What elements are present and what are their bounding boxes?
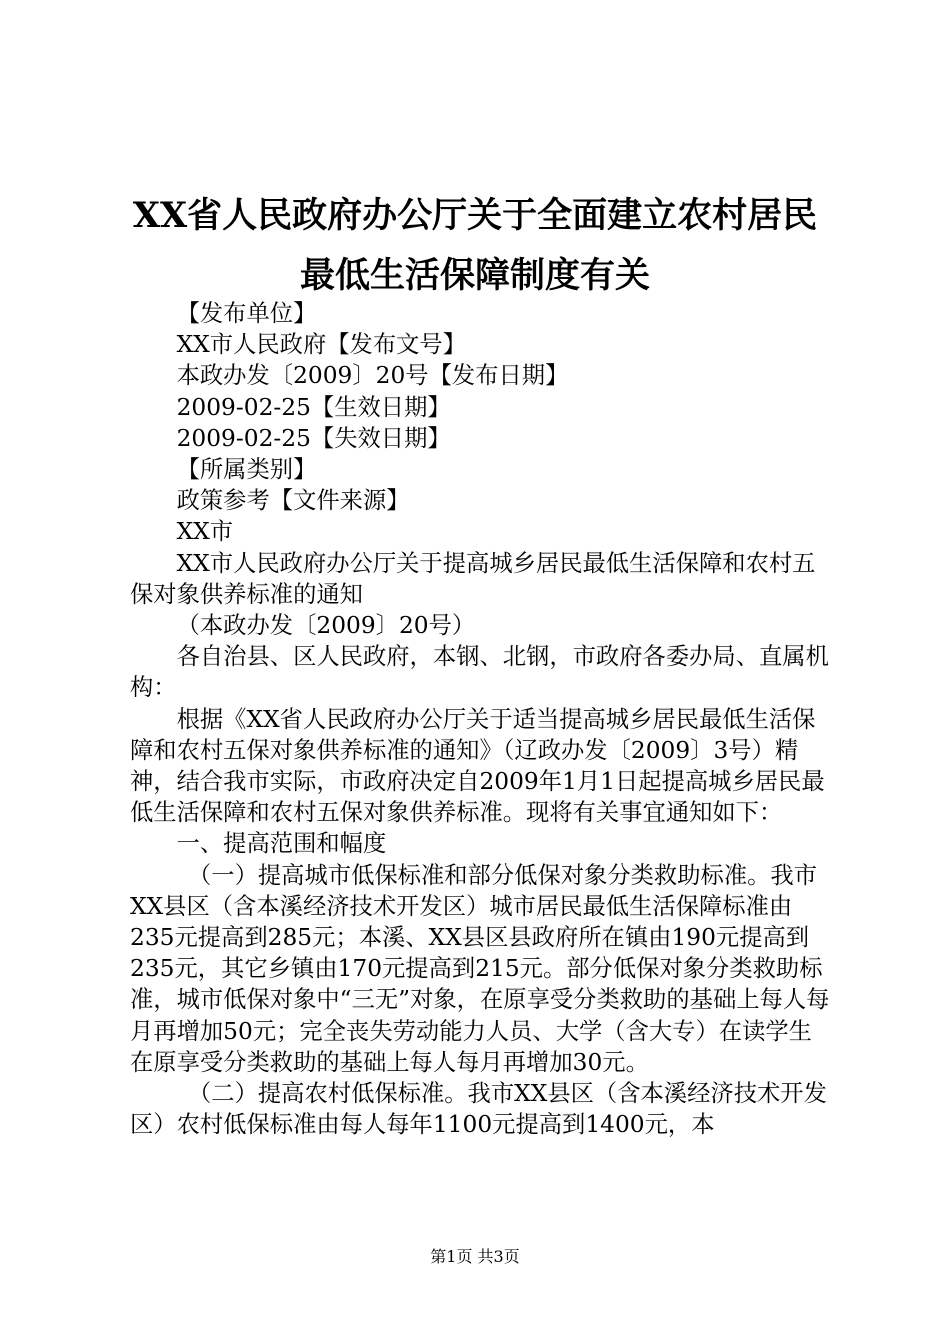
notice-title: XX市人民政府办公厅关于提高城乡居民最低生活保障和农村五保对象供养标准的通知 (130, 549, 816, 608)
field-publisher-value: XX市人民政府【发布文号】 (176, 331, 467, 359)
field-category-value: 政策参考【文件来源】 (176, 487, 410, 515)
field-source-value: XX市 (176, 518, 234, 546)
document-title-line1: XX省人民政府办公厅关于全面建立农村居民 (132, 195, 818, 236)
body-paragraph: （一）提高城市低保标准和部分低保对象分类救助标准。我市XX县区（含本溪经济技术开发区）城市居民最低生活保障标准由235元提高到285元；本溪、XX县区县政府所在镇由190元提高到235元，其它乡镇由170元提高到215元。部分低保对象分类救助标准，城市低保对象中“三无”对象，在原享受分类救助的基础上每人每月再增加50元；完全丧失劳动能力人员、大学（含大专）在读学生在原享受分类救助的基础上每人每月再增加30元。 (130, 861, 830, 1076)
field-category-label: 【所属类别】 (176, 456, 317, 484)
field-effective-date: 2009-02-25【失效日期】 (176, 424, 451, 452)
field-publisher-label: 【发布单位】 (176, 300, 317, 327)
notice-doc-number: （本政办发〔2009〕20号） (176, 612, 476, 640)
field-publish-date: 2009-02-25【生效日期】 (176, 393, 451, 421)
page-number: 第1页 共3页 (430, 1247, 520, 1266)
field-doc-number: 本政办发〔2009〕20号【发布日期】 (176, 362, 569, 390)
document-title-line2: 最低生活保障制度有关 (299, 255, 650, 296)
section-heading: 一、提高范围和幅度 (176, 830, 387, 858)
body-paragraph: （二）提高农村低保标准。我市XX县区（含本溪经济技术开发区）农村低保标准由每人每年1100元提高到1400元，本 (130, 1080, 827, 1139)
document-body (130, 298, 830, 1140)
body-paragraph: 根据《XX省人民政府办公厅关于适当提高城乡居民最低生活保障和农村五保对象供养标准的通知》（辽政办发〔2009〕3号）精神，结合我市实际，市政府决定自2009年1月1日起提高城乡居民最低生活保障和农村五保对象供养标准。现将有关事宜通知如下： (130, 705, 825, 827)
salutation: 各自治县、区人民政府，本钢、北钢，市政府各委办局、直属机构： (130, 643, 829, 702)
